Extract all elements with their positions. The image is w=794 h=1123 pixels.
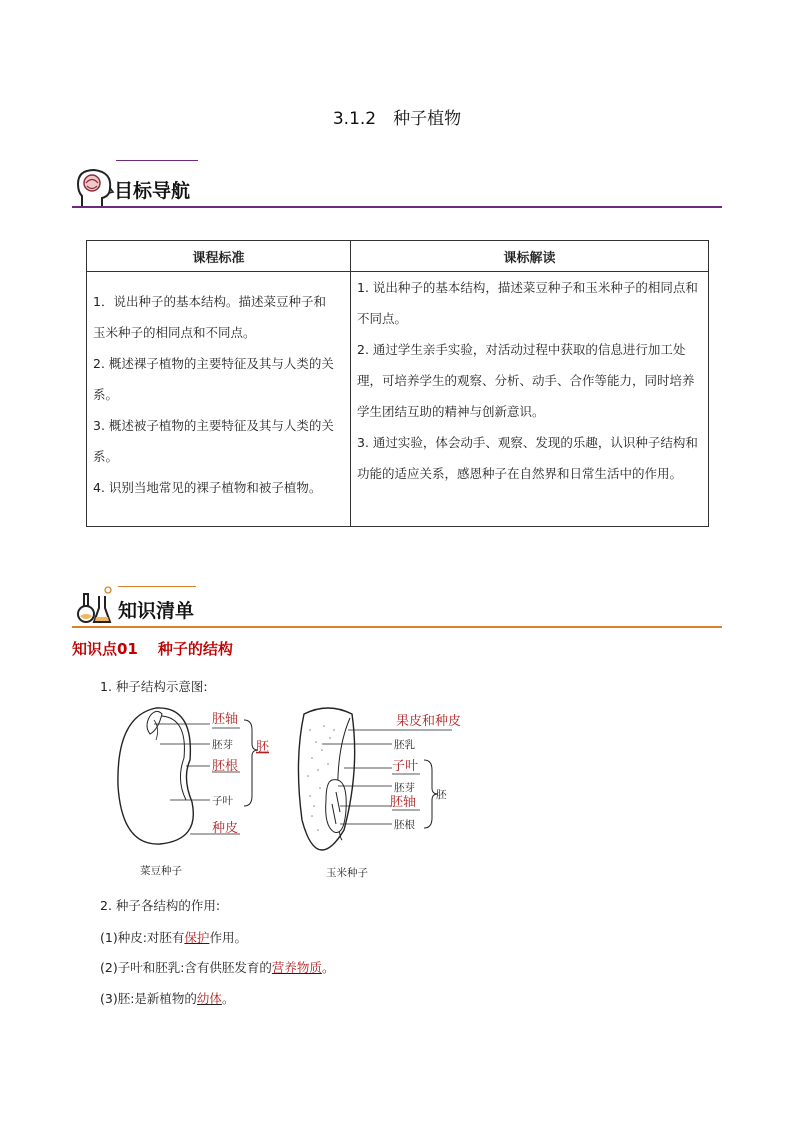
function-text: 作用。 [209, 930, 247, 945]
label-corn-hypocotyl: 胚轴 [390, 795, 417, 810]
knowledge-point-heading [72, 638, 233, 659]
function-text: (3)胚:是新植物的 [100, 991, 197, 1006]
section-divider [72, 206, 722, 208]
section-knowledge-list [72, 582, 722, 628]
label-bean-embryo: 胚 [256, 740, 270, 755]
lab-flask-icon [72, 584, 116, 628]
function-line [100, 958, 334, 976]
function-text: 。 [321, 960, 335, 975]
section-divider [72, 626, 722, 628]
interpretation-item: 2. 通过学生亲手实验，对活动过程中获取的信息进行加工处理，可培养学生的观察、分析、动手、合作等能力，同时培养学生团结互助的精神与创新意识。 [357, 342, 695, 419]
table-row [87, 272, 709, 527]
table-header: 课程标准 [87, 241, 351, 272]
bean-seed [118, 708, 193, 844]
label-corn-pericarp: 果皮和种皮 [396, 714, 462, 729]
item-functions-heading: 2. 种子各结构的作用: [100, 898, 221, 913]
section-target-nav [72, 160, 722, 210]
seed-structure-diagram [110, 700, 490, 880]
label-corn-plumule: 胚芽 [394, 782, 415, 794]
answer-text: 保护 [184, 930, 210, 945]
curriculum-table [86, 240, 709, 527]
label-corn-endosperm: 胚乳 [394, 739, 415, 751]
interpretation-item: 1. 说出种子的基本结构，描述菜豆种子和玉米种子的相同点和不同点。 [357, 280, 698, 326]
label-corn-embryo: 胚 [436, 789, 447, 801]
table-cell-standards [87, 272, 351, 527]
label-bean-radicle: 胚根 [212, 759, 239, 774]
label-bean-plumule: 胚芽 [212, 739, 233, 751]
caption-bean-seed: 菜豆种子 [140, 865, 182, 877]
function-line [100, 989, 234, 1007]
label-corn-cotyledon: 子叶 [392, 759, 419, 774]
answer-text: 营养物质 [271, 960, 322, 975]
standard-item: 4. 识别当地常见的裸子植物和被子植物。 [93, 480, 322, 495]
standard-item: 3. 概述被子植物的主要特征及其与人类的关系。 [93, 418, 334, 464]
section-heading: 知识清单 [118, 600, 195, 622]
standard-item: 2. 概述裸子植物的主要特征及其与人类的关系。 [93, 356, 334, 402]
label-bean-seed-coat: 种皮 [212, 821, 239, 836]
label-bean-cotyledon: 子叶 [212, 795, 233, 807]
function-line [100, 928, 247, 946]
knowledge-point-number: 知识点01 [72, 640, 138, 658]
table-cell-interpretation [351, 272, 709, 527]
function-text: (1)种皮:对胚有 [100, 930, 185, 945]
function-text: (2)子叶和胚乳:含有供胚发育的 [100, 960, 272, 975]
brain-head-icon [72, 164, 116, 210]
table-header-row [87, 241, 709, 272]
corn-seed [298, 708, 354, 850]
label-bean-hypocotyl: 胚轴 [212, 712, 239, 727]
function-text: 。 [221, 991, 235, 1006]
label-corn-radicle: 胚根 [394, 819, 415, 831]
caption-corn-seed: 玉米种子 [326, 867, 368, 879]
section-heading: 目标导航 [114, 180, 191, 202]
knowledge-point-name: 种子的结构 [157, 640, 233, 658]
page-title: 3.1.2 种子植物 [332, 109, 462, 129]
standard-item: 1．说出种子的基本结构。描述菜豆种子和玉米种子的相同点和不同点。 [93, 294, 326, 340]
table-header: 课标解读 [351, 241, 709, 272]
interpretation-item: 3. 通过实验，体会动手、观察、发现的乐趣，认识种子结构和功能的适应关系，感恩种子在自然界和日常生活中的作用。 [357, 435, 698, 481]
item-diagram-caption: 1. 种子结构示意图: [100, 679, 208, 694]
answer-text: 幼体 [196, 991, 222, 1006]
